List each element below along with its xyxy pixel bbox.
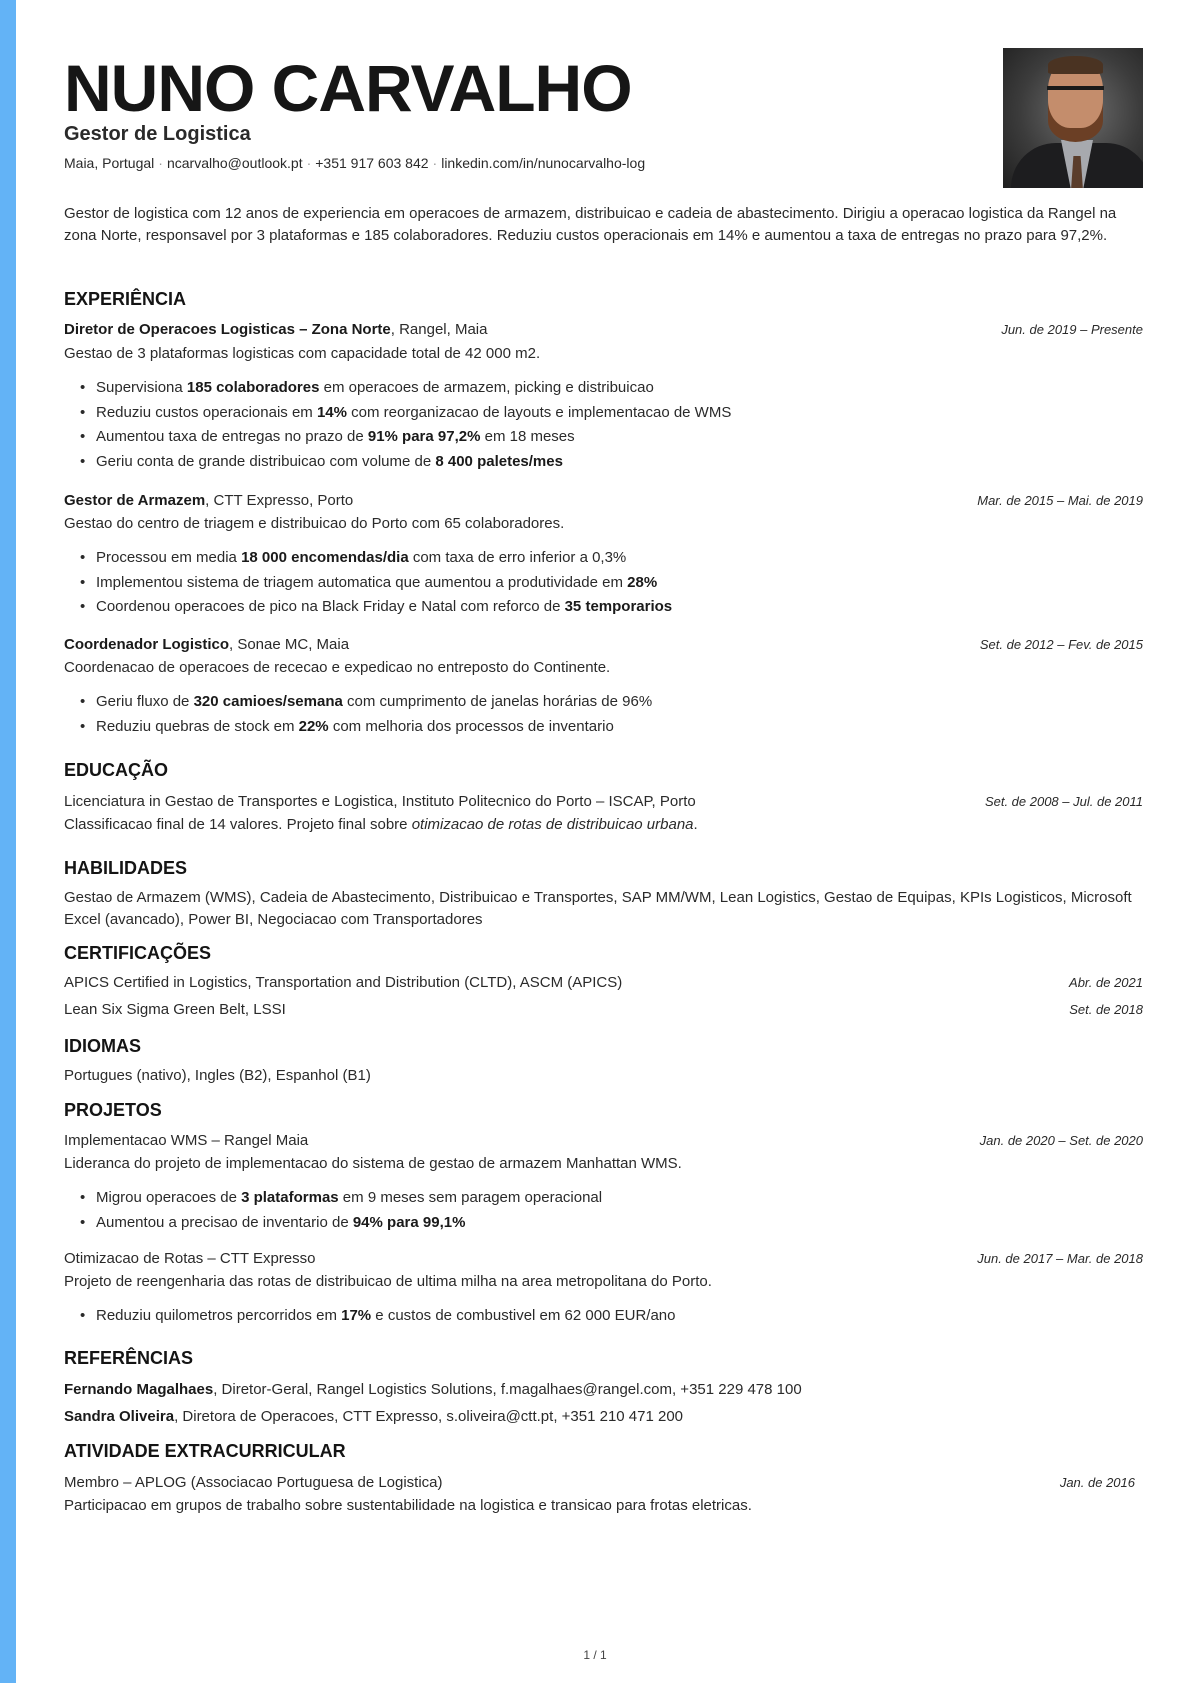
extracurricular-entry (64, 1473, 1135, 1493)
bullet-item: • Coordenou operacoes de pico na Black Friday e Natal com reforco de 35 temporarios (80, 595, 1140, 620)
project-date: Jan. de 2020 – Set. de 2020 (979, 1133, 1143, 1148)
certification-item (64, 1000, 1143, 1020)
separator: · (306, 155, 312, 171)
education-entry (64, 792, 1143, 812)
extracurricular-date: Jan. de 2016 (1059, 1475, 1135, 1490)
skills-list: Gestao de Armazem (WMS), Cadeia de Abastecimento, Distribuicao e Transportes, SAP MM/WM, Lean Logistics, Gestao de Equipas, KPIs Logisticos, Microsoft Excel (avancado), Power BI, Negociacao com Transportadores (64, 889, 1132, 928)
project-date: Jun. de 2017 – Mar. de 2018 (977, 1251, 1143, 1266)
job-date: Mar. de 2015 – Mai. de 2019 (977, 493, 1143, 508)
photo-hair-shape (1048, 56, 1103, 74)
project-description: Projeto de reengenharia das rotas de distribuicao de ultima milha na area metropolitana do Porto. (64, 1273, 712, 1290)
reference-name: Sandra Oliveira (64, 1408, 175, 1425)
bullet-item: • Reduziu quilometros percorridos em 17% e custos de combustivel em 62 000 EUR/ano (80, 1304, 1140, 1329)
section-heading-languages: IDIOMAS (64, 1036, 142, 1056)
bullet-item: • Geriu conta de grande distribuicao com volume de 8 400 paletes/mes (80, 450, 1140, 475)
section-heading-education: EDUCAÇÃO (64, 760, 169, 780)
professional-summary: Gestor de logistica com 12 anos de experiencia em operacoes de armazem, distribuicao e cadeia de abastecimento. Dirigiu a operacao logistica da Rangel na zona Norte, responsavel por 3 plataformas e 185 colaboradores. Reduziu custos operacionais em 14% e aumentou a taxa de entregas no prazo para 97,2%. (64, 205, 1117, 244)
reference-details: , Diretor-Geral, Rangel Logistics Solutions, f.magalhaes@rangel.com, +351 229 478 100 (213, 1381, 802, 1398)
section-heading-references: REFERÊNCIAS (64, 1348, 194, 1368)
bullet-item: • Geriu fluxo de 320 camioes/semana com cumprimento de janelas horárias de 96% (80, 690, 1140, 715)
section-heading-certifications: CERTIFICAÇÕES (64, 943, 212, 963)
separator: · (158, 155, 163, 171)
contact-phone[interactable]: +351 917 603 842 (315, 155, 429, 171)
project-bullets (80, 1186, 1140, 1235)
certification-name: Lean Six Sigma Green Belt, LSSI (64, 1001, 286, 1018)
project-header (64, 1249, 1143, 1269)
job-date: Jun. de 2019 – Presente (1001, 322, 1143, 337)
section-heading-experience: EXPERIÊNCIA (64, 289, 187, 309)
page-indicator: 1 / 1 (583, 1648, 607, 1662)
bullet-item: • Reduziu quebras de stock em 22% com melhoria dos processos de inventario (80, 715, 1140, 740)
job-header (64, 491, 1143, 511)
separator: · (432, 155, 438, 171)
section-heading-skills: HABILIDADES (64, 858, 188, 878)
job-role: Gestor de Armazem (64, 492, 206, 509)
project-name: Implementacao WMS – Rangel Maia (64, 1132, 309, 1149)
reference-item (64, 1407, 1143, 1427)
extracurricular-title: Membro – APLOG (Associacao Portuguesa de Logistica) (64, 1474, 443, 1491)
extracurricular-description: Participacao em grupos de trabalho sobre sustentabilidade na logistica e transicao para frotas eletricas. (64, 1497, 752, 1514)
bullet-item: • Supervisiona 185 colaboradores em operacoes de armazem, picking e distribuicao (80, 376, 1140, 401)
job-header (64, 635, 1143, 655)
job-bullets (80, 376, 1140, 474)
job-header (64, 320, 1143, 340)
job-role: Coordenador Logistico (64, 636, 229, 653)
reference-item (64, 1380, 1143, 1400)
project-bullets (80, 1304, 1140, 1329)
job-org: , Rangel, Maia (390, 321, 488, 338)
project-description: Lideranca do projeto de implementacao do sistema de gestao de armazem Manhattan WMS. (64, 1155, 682, 1172)
certification-date: Abr. de 2021 (1069, 975, 1143, 990)
bullet-item: • Processou em media 18 000 encomendas/dia com taxa de erro inferior a 0,3% (80, 546, 1140, 571)
candidate-name: NUNO CARVALHO (64, 51, 632, 125)
candidate-title: Gestor de Logistica (64, 123, 251, 145)
section-heading-extracurricular: ATIVIDADE EXTRACURRICULAR (64, 1441, 346, 1461)
job-bullets (80, 690, 1140, 739)
contact-linkedin[interactable]: linkedin.com/in/nunocarvalho-log (441, 155, 646, 171)
project-header (64, 1131, 1143, 1151)
education-degree: Licenciatura in Gestao de Transportes e Logistica, Instituto Politecnico do Porto – ISCAP, Porto (64, 793, 696, 810)
certification-date: Set. de 2018 (1069, 1002, 1143, 1017)
reference-details: , Diretora de Operacoes, CTT Expresso, s.oliveira@ctt.pt, +351 210 471 200 (174, 1408, 684, 1425)
job-description: Gestao de 3 plataformas logisticas com capacidade total de 42 000 m2. (64, 345, 541, 362)
accent-sidebar-bar (0, 0, 16, 1683)
bullet-item: • Aumentou taxa de entregas no prazo de 91% para 97,2% em 18 meses (80, 425, 1140, 450)
education-note: Classificacao final de 14 valores. Projeto final sobre otimizacao de rotas de distribuicao urbana. (64, 816, 698, 833)
job-description: Coordenacao de operacoes de rececao e expedicao no entreposto do Continente. (64, 659, 611, 676)
project-name: Otimizacao de Rotas – CTT Expresso (64, 1250, 316, 1267)
education-date: Set. de 2008 – Jul. de 2011 (984, 794, 1143, 809)
certification-item (64, 973, 1143, 993)
bullet-item: • Reduziu custos operacionais em 14% com reorganizacao de layouts e implementacao de WMS (80, 401, 1140, 426)
contact-location: Maia, Portugal (64, 155, 155, 171)
profile-photo (1003, 48, 1143, 188)
certification-name: APICS Certified in Logistics, Transportation and Distribution (CLTD), ASCM (APICS) (64, 974, 623, 991)
bullet-item: • Aumentou a precisao de inventario de 94% para 99,1% (80, 1211, 1140, 1236)
bullet-item: • Migrou operacoes de 3 plataformas em 9 meses sem paragem operacional (80, 1186, 1140, 1211)
reference-name: Fernando Magalhaes (64, 1381, 214, 1398)
job-bullets (80, 546, 1140, 620)
contact-line (64, 154, 645, 172)
bullet-item: • Implementou sistema de triagem automatica que aumentou a produtividade em 28% (80, 571, 1140, 596)
job-role: Diretor de Operacoes Logisticas – Zona Norte (64, 321, 391, 338)
languages-list: Portugues (nativo), Ingles (B2), Espanhol (B1) (64, 1067, 371, 1084)
job-org: , Sonae MC, Maia (229, 636, 350, 653)
photo-glasses-shape (1047, 86, 1104, 90)
section-heading-projects: PROJETOS (64, 1100, 162, 1120)
contact-email[interactable]: ncarvalho@outlook.pt (166, 155, 303, 171)
job-org: , CTT Expresso, Porto (205, 492, 354, 509)
job-date: Set. de 2012 – Fev. de 2015 (979, 637, 1143, 652)
job-description: Gestao do centro de triagem e distribuicao do Porto com 65 colaboradores. (64, 515, 565, 532)
